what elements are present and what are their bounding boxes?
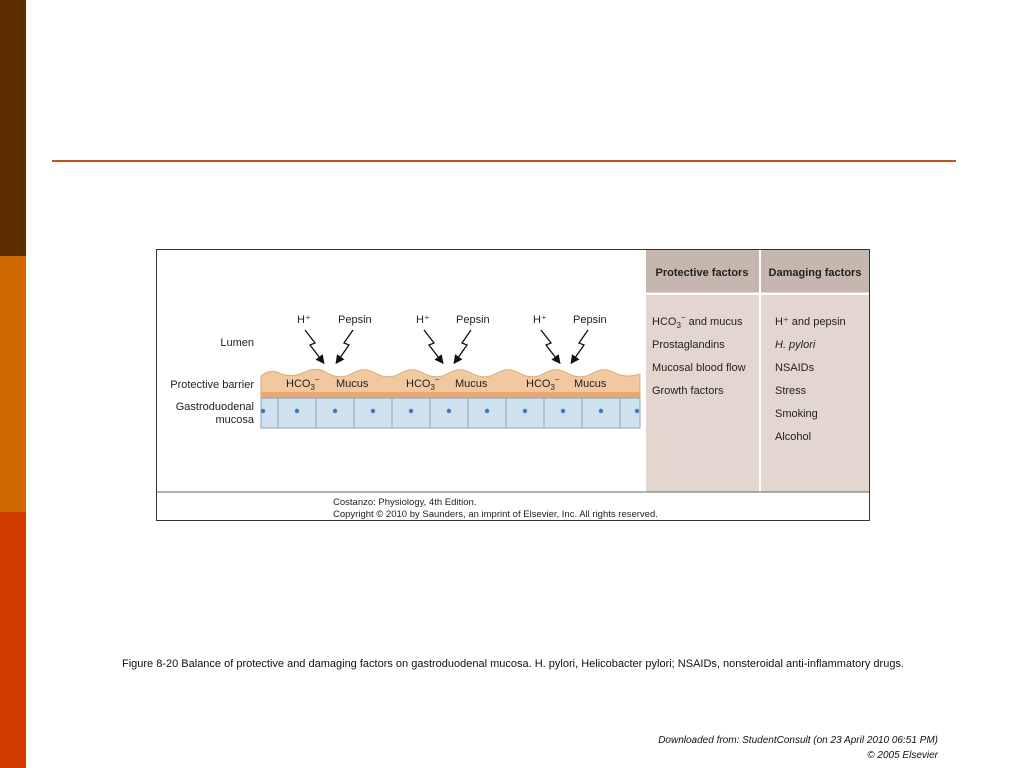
attack-arrow-pepsin-2: [455, 330, 471, 362]
damaging-item-stress: Stress: [775, 385, 807, 397]
protective-item-hco3-mucus: $HCO_3^-$ and mucus: [652, 313, 743, 330]
damaging-factors-header: Damaging factors: [768, 267, 862, 279]
attack-arrow-h-2: [424, 330, 442, 362]
attack-arrow-h-1: [305, 330, 323, 362]
h-plus-label-2: H⁺: [416, 314, 430, 326]
title-divider: [52, 160, 956, 162]
protective-item-blood-flow: Mucosal blood flow: [652, 362, 746, 374]
mucus-label-2: Mucus: [455, 378, 488, 390]
mucosa-label-line2: mucosa: [215, 414, 254, 426]
hco3-label-3: $HCO_3^-$: [526, 375, 560, 392]
damaging-item-smoking: Smoking: [775, 408, 818, 420]
hco3-label-1: $HCO_3^-$: [286, 375, 320, 392]
protective-item-prostaglandins: Prostaglandins: [652, 339, 725, 351]
h-plus-label-3: H⁺: [533, 314, 547, 326]
mucosa-label-line1: Gastroduodenal: [175, 401, 254, 413]
accent-bar-middle: [0, 256, 26, 512]
gastroduodenal-mucosa: [261, 398, 640, 428]
lumen-label: Lumen: [220, 337, 254, 349]
accent-bar-top: [0, 0, 26, 256]
h-plus-label-1: H⁺: [297, 314, 311, 326]
credit-line-1: Costanzo: Physiology, 4th Edition.: [333, 497, 477, 508]
hco3-label-2: $HCO_3^-$: [406, 375, 440, 392]
copyright-note: © 2005 Elsevier: [867, 750, 938, 761]
pepsin-label-1: Pepsin: [338, 314, 372, 326]
damaging-item-h-pylori: H. pylori: [775, 339, 816, 351]
mucus-label-1: Mucus: [336, 378, 369, 390]
attack-arrow-h-3: [541, 330, 559, 362]
pepsin-label-3: Pepsin: [573, 314, 607, 326]
pepsin-label-2: Pepsin: [456, 314, 490, 326]
damaging-item-nsaids: NSAIDs: [775, 362, 815, 374]
downloaded-from-note: Downloaded from: StudentConsult (on 23 April 2010 06:51 PM): [658, 735, 938, 746]
damaging-item-alcohol: Alcohol: [775, 431, 812, 443]
figure-canvas: [157, 250, 869, 520]
mucus-label-3: Mucus: [574, 378, 607, 390]
credit-line-2: Copyright © 2010 by Saunders, an imprint of Elsevier, Inc. All rights reserved.: [333, 509, 658, 520]
damaging-item-h-pepsin: H⁺ and pepsin: [775, 316, 846, 328]
protective-factors-header: Protective factors: [655, 267, 749, 279]
protective-barrier-label: Protective barrier: [170, 379, 254, 391]
figure-caption: Figure 8-20 Balance of protective and damaging factors on gastroduodenal mucosa. H. pylori, Helicobacter pylori; NSAIDs, nonsteroidal anti-inflammatory drugs.: [121, 658, 904, 670]
attack-arrow-pepsin-3: [572, 330, 588, 362]
attack-arrow-pepsin-1: [337, 330, 353, 362]
protective-item-growth-factors: Growth factors: [652, 385, 724, 397]
accent-bar-bottom: [0, 512, 26, 768]
figure-8-20: [156, 249, 870, 521]
